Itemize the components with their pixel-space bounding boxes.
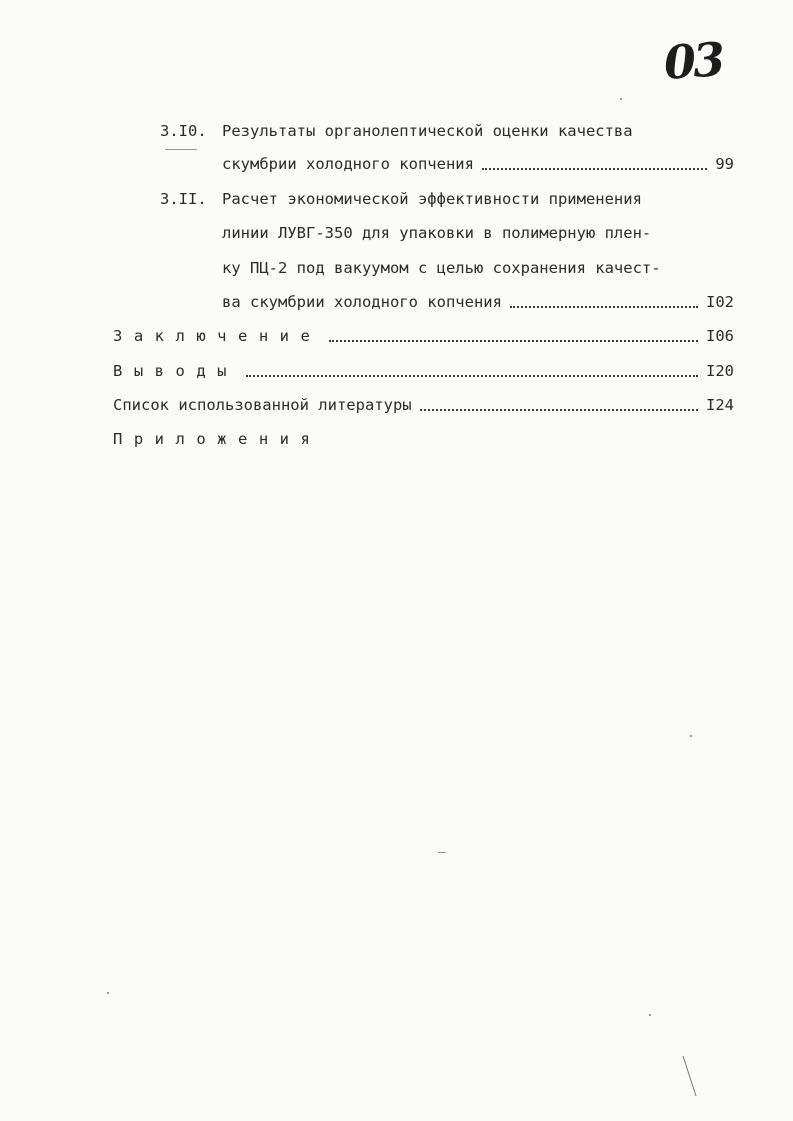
dot-leader xyxy=(329,340,698,342)
toc-entry-3-11-page: I02 xyxy=(706,293,734,311)
handwritten-page-number: 03 xyxy=(662,32,724,90)
toc-entry-3-11-title-line-3: ку ПЦ-2 под вакуумом с целью сохранения качест- xyxy=(222,259,661,277)
toc-entry-conclusion-page: I06 xyxy=(706,327,734,345)
dot-leader xyxy=(510,306,698,308)
toc-entry-3-10-page: 99 xyxy=(715,155,734,173)
toc-entry-3-11-title-line-1: Расчет экономической эффективности применения xyxy=(222,190,642,208)
toc-entry-3-11-title-line-4: ва скумбрии холодного копчения xyxy=(222,293,502,311)
toc-entry-appendices: Приложения xyxy=(113,430,322,448)
scan-speck xyxy=(649,1014,651,1016)
toc-entry-3-10-last-line xyxy=(222,154,734,174)
dot-leader xyxy=(482,168,707,170)
toc-entry-3-10-number: 3.I0. xyxy=(160,122,207,140)
toc-entry-3-11-last-line xyxy=(222,292,734,312)
scan-speck xyxy=(107,992,109,994)
toc-entry-conclusion-label: Заключение xyxy=(113,327,322,345)
toc-entry-3-11-title-line-2: линии ЛУВГ-350 для упаковки в полимерную плен- xyxy=(222,224,652,242)
scan-speck xyxy=(438,852,446,853)
dot-leader xyxy=(420,409,698,411)
toc-entry-3-10-title-line-2: скумбрии холодного копчения xyxy=(222,155,474,173)
toc-entry-conclusion xyxy=(113,326,734,346)
toc-entry-findings-page: I20 xyxy=(706,362,734,380)
toc-entry-references-page: I24 xyxy=(706,396,734,414)
toc-entry-references xyxy=(113,395,734,415)
scan-speck xyxy=(690,735,692,737)
toc-entry-3-10-title-line-1: Результаты органолептической оценки качества xyxy=(222,122,633,140)
scan-speck xyxy=(620,98,622,100)
toc-entry-references-label: Список использованной литературы xyxy=(113,396,412,414)
scan-speck xyxy=(165,149,197,150)
toc-entry-findings xyxy=(113,361,734,381)
scan-stroke xyxy=(683,1056,697,1096)
toc-entry-findings-label: Выводы xyxy=(113,362,238,380)
toc-entry-3-11-number: 3.II. xyxy=(160,190,207,208)
dot-leader xyxy=(246,375,698,377)
